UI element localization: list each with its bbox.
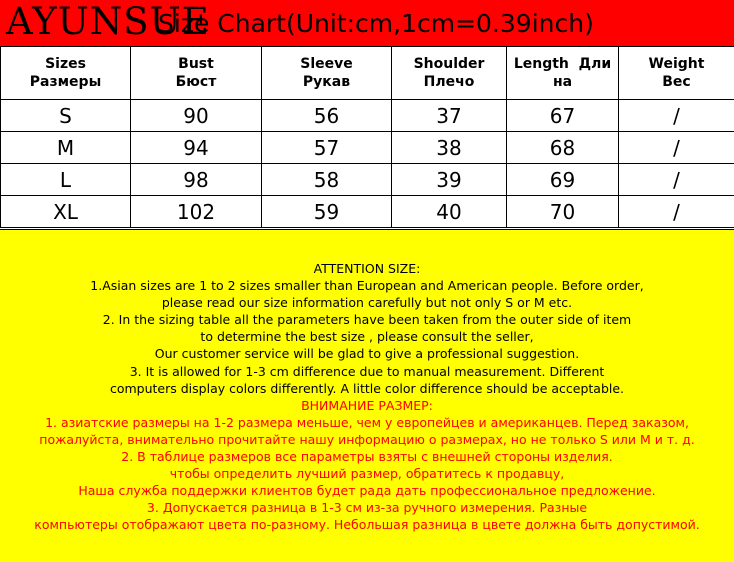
table-cell: 57 <box>262 132 392 164</box>
header-cell-weight: Weight Вес <box>619 47 734 100</box>
notice-line: 3. It is allowed for 1-3 cm difference due to manual measurement. Different <box>129 363 605 379</box>
notice-line: 3. Допускается разница в 1-3 см из-за ручного измерения. Разные <box>146 500 588 516</box>
table-cell: 70 <box>507 196 619 228</box>
header-cell-length: Length Дли на <box>507 47 619 100</box>
notice-line: 1.Asian sizes are 1 to 2 sizes smaller than European and American people. Before order, <box>90 278 644 294</box>
table-cell: / <box>619 100 734 132</box>
header-cell-size: Sizes Размеры <box>1 47 131 100</box>
notice-line: 2. В таблице размеров все параметры взяты с внешней стороны изделия. <box>121 449 613 465</box>
notice-line: ВНИМАНИЕ РАЗМЕР: <box>301 397 433 413</box>
table-row <box>1 100 734 132</box>
table-cell: / <box>619 196 734 228</box>
notice-line: to determine the best size , please consult the seller, <box>200 329 534 345</box>
notice-line: чтобы определить лучший размер, обратитесь к продавцу, <box>169 466 565 482</box>
table-cell: 94 <box>131 132 262 164</box>
brand-logo: AYUNSUE <box>6 0 210 43</box>
table-cell: 39 <box>392 164 507 196</box>
notice-line: 2. In the sizing table all the parameters have been taken from the outer side of item <box>102 312 632 328</box>
table-cell: 58 <box>262 164 392 196</box>
table-cell: 56 <box>262 100 392 132</box>
size-table <box>0 46 734 228</box>
table-cell: L <box>1 164 131 196</box>
table-cell: M <box>1 132 131 164</box>
table-cell: 90 <box>131 100 262 132</box>
table-cell: 40 <box>392 196 507 228</box>
table-cell: 37 <box>392 100 507 132</box>
notice-line: компьютеры отображают цвета по-разному. Небольшая разница в цвете должна быть допустимой. <box>34 517 700 533</box>
table-header-row <box>1 47 734 100</box>
header-banner <box>0 0 734 46</box>
table-cell: XL <box>1 196 131 228</box>
table-cell: S <box>1 100 131 132</box>
notice-line: 1. азиатские размеры на 1-2 размера меньше, чем у европейцев и американцев. Перед заказом, <box>45 414 689 430</box>
notice-line: пожалуйста, внимательно прочитайте нашу информацию о размерах, но не только S или M и т. д. <box>39 431 695 447</box>
table-cell: / <box>619 132 734 164</box>
table-row <box>1 132 734 164</box>
header-cell-bust: Bust Бюст <box>131 47 262 100</box>
chart-title: Size Chart(Unit:cm,1cm=0.39inch) <box>158 9 594 38</box>
header-cell-shoulder: Shoulder Плечо <box>392 47 507 100</box>
notice-line: Our customer service will be glad to give a professional suggestion. <box>154 346 580 362</box>
notice-line: please read our size information carefully but not only S or M etc. <box>161 295 573 311</box>
table-cell: 102 <box>131 196 262 228</box>
table-row <box>1 196 734 228</box>
table-cell: 59 <box>262 196 392 228</box>
table-cell: 68 <box>507 132 619 164</box>
table-row <box>1 164 734 196</box>
table-cell: 98 <box>131 164 262 196</box>
table-cell: / <box>619 164 734 196</box>
notice-line: computers display colors differently. A little color difference should be acceptable. <box>109 380 625 396</box>
notice-line: ATTENTION SIZE: <box>313 261 421 276</box>
header-cell-sleeve: Sleeve Рукав <box>262 47 392 100</box>
table-cell: 69 <box>507 164 619 196</box>
attention-notice <box>0 229 734 562</box>
table-cell: 38 <box>392 132 507 164</box>
notice-text <box>0 260 734 534</box>
notice-line: Наша служба поддержки клиентов будет рада дать профессиональное предложение. <box>78 483 656 499</box>
table-cell: 67 <box>507 100 619 132</box>
